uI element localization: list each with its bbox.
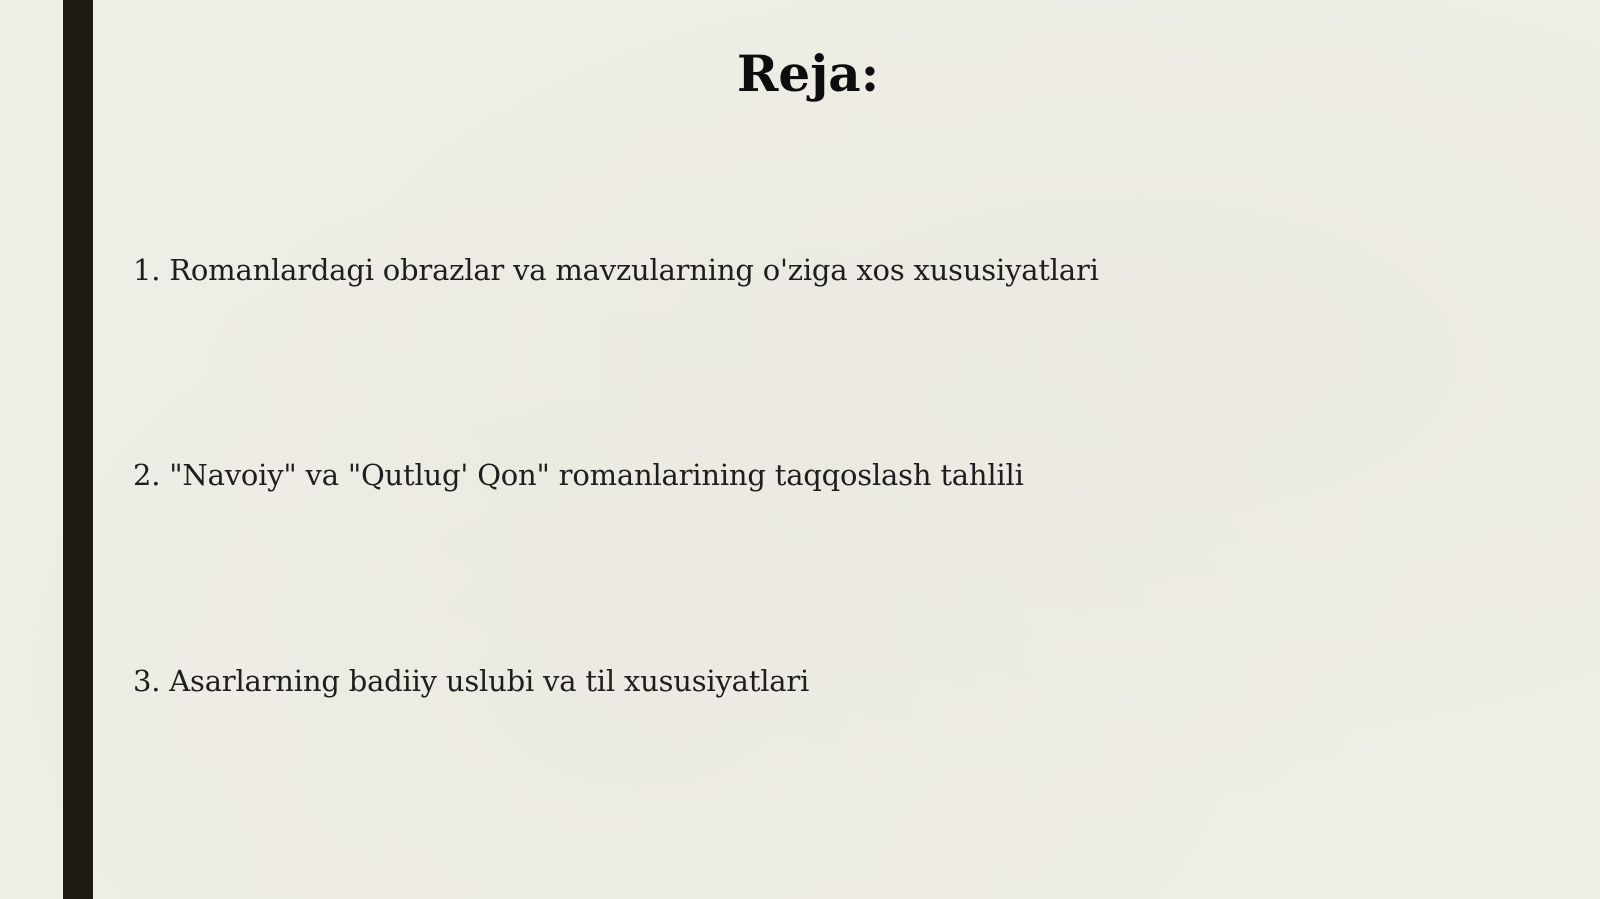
accent-side-bar: [63, 0, 93, 899]
plan-item-2: 2. "Navoiy" va "Qutlug' Qon" romanlarining taqqoslash tahlili: [133, 458, 1024, 492]
slide-title: Reja:: [736, 44, 880, 103]
plan-item-3: 3. Asarlarning badiiy uslubi va til xususiyatlari: [133, 664, 810, 698]
plan-item-1: 1. Romanlardagi obrazlar va mavzularning o'ziga xos xususiyatlari: [133, 253, 1099, 287]
